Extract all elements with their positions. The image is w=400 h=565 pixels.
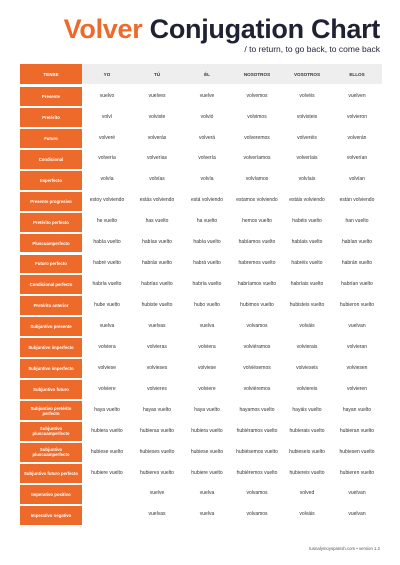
- conjugation-cell: volvimos: [247, 113, 267, 120]
- conjugation-cell: hubiste vuelto: [141, 302, 173, 309]
- conjugation-cell: volviera: [98, 343, 116, 350]
- conjugation-cell: hubiesen vuelto: [339, 448, 375, 455]
- tense-label: Condicional: [20, 150, 82, 169]
- tense-label: Subjuntivo futuro: [20, 380, 82, 399]
- tense-label: Pretérito perfecto: [20, 213, 82, 232]
- conjugation-cell: hayan vuelto: [342, 406, 372, 413]
- conjugation-cell: vuelvo: [99, 92, 115, 99]
- conjugation-cell: habríamos vuelto: [237, 281, 277, 288]
- conjugation-cell: vuelven: [348, 92, 366, 99]
- conjugation-cell: habré vuelto: [93, 260, 121, 267]
- conjugation-cell: has vuelto: [145, 218, 169, 225]
- table-row: [20, 129, 382, 148]
- conjugation-cell: habríais vuelto: [290, 281, 324, 288]
- conjugation-cell: habréis vuelto: [291, 260, 323, 267]
- table-row: [20, 422, 382, 441]
- conjugation-cell: estamos volviendo: [236, 197, 278, 204]
- conjugation-cell: volvieran: [346, 343, 367, 350]
- conjugation-cell: hubisteis vuelto: [289, 302, 325, 309]
- conjugation-cell: hubimos vuelto: [240, 302, 274, 309]
- conjugation-cell: vuelva: [199, 490, 215, 497]
- conjugation-cell: volved: [299, 490, 315, 497]
- table-row: [20, 338, 382, 357]
- conjugation-cell: volváis: [299, 511, 315, 518]
- conjugation-cell: estáis volviendo: [289, 197, 325, 204]
- conjugation-cell: han vuelto: [345, 218, 369, 225]
- conjugation-cell: hayas vuelto: [142, 406, 172, 413]
- conjugation-cell: haya vuelto: [194, 406, 220, 413]
- conjugation-cell: vuelvan: [348, 322, 366, 329]
- conjugation-cell: volvían: [349, 176, 365, 183]
- conjugation-cell: volviese: [97, 364, 117, 371]
- conjugation-cell: [82, 506, 132, 525]
- conjugation-cell: volvíais: [298, 176, 316, 183]
- page-subtitle: / to return, to go back, to come back: [244, 44, 380, 54]
- conjugation-cell: hubieron vuelto: [339, 302, 375, 309]
- conjugation-cell: volvemos: [246, 92, 268, 99]
- conjugation-cell: vuelva: [99, 322, 115, 329]
- conjugation-cell: volvamos: [246, 490, 268, 497]
- conjugation-cell: vuelvan: [348, 490, 366, 497]
- conjugation-cell: volviere: [98, 385, 116, 392]
- conjugation-cell: volvíamos: [245, 176, 269, 183]
- table-row: [20, 108, 382, 127]
- conjugation-cell: habrían vuelto: [341, 281, 373, 288]
- conjugation-cell: hubieses vuelto: [139, 448, 175, 455]
- conjugation-cell: volveréis: [297, 134, 317, 141]
- conjugation-cell: habíais vuelto: [291, 239, 323, 246]
- conjugation-cell: volviereis: [296, 385, 318, 392]
- table-row: [20, 380, 382, 399]
- conjugation-cell: habrán vuelto: [341, 260, 373, 267]
- conjugation-cell: volvía: [200, 176, 214, 183]
- conjugation-cell: vuelva: [199, 322, 215, 329]
- table-row: [20, 359, 382, 378]
- conjugation-cell: hubieren vuelto: [339, 469, 375, 476]
- conjugation-cell: volváis: [299, 322, 315, 329]
- conjugation-cell: volvería: [98, 155, 116, 162]
- conjugation-cell: vuelvas: [148, 511, 166, 518]
- conjugation-cell: volvisteis: [296, 113, 318, 120]
- table-row: [20, 464, 382, 483]
- conjugation-cell: hubieseis vuelto: [289, 448, 325, 455]
- conjugation-table: [20, 64, 382, 527]
- conjugation-cell: hubiere vuelto: [191, 469, 223, 476]
- tense-label: Futuro: [20, 129, 82, 148]
- header-tense: TENSE: [20, 64, 82, 84]
- tense-label: Subjuntivo pluscuamperfecto: [20, 422, 82, 441]
- conjugation-cell: habías vuelto: [142, 239, 172, 246]
- conjugation-cell: volvieseis: [296, 364, 318, 371]
- conjugation-cell: volverían: [346, 155, 368, 162]
- conjugation-cell: había vuelto: [193, 239, 221, 246]
- conjugation-cell: habrás vuelto: [141, 260, 173, 267]
- conjugation-cell: hubo vuelto: [194, 302, 220, 309]
- conjugation-cell: hubiese vuelto: [190, 448, 224, 455]
- header-el: ÉL: [204, 71, 210, 77]
- conjugation-cell: volviste: [148, 113, 166, 120]
- conjugation-cell: volvieras: [147, 343, 167, 350]
- conjugation-cell: vuelva: [199, 511, 215, 518]
- conjugation-cell: he vuelto: [96, 218, 118, 225]
- conjugation-cell: hubiere vuelto: [91, 469, 123, 476]
- table-row: [20, 296, 382, 315]
- header-tu: TÚ: [153, 71, 161, 77]
- conjugation-cell: volvierais: [296, 343, 318, 350]
- conjugation-cell: hayáis vuelto: [292, 406, 322, 413]
- conjugation-cell: vuelves: [148, 92, 166, 99]
- conjugation-cell: está volviendo: [191, 197, 223, 204]
- tense-label: Imperfecto: [20, 171, 82, 190]
- header-nosotros: NOSOTROS: [243, 71, 271, 77]
- tense-label: Presente progresivo: [20, 192, 82, 211]
- table-header-row: [20, 64, 382, 84]
- header-vosotros: VOSOTROS: [293, 71, 321, 77]
- tense-label: Presente: [20, 87, 82, 106]
- tense-label: Condicional perfecto: [20, 275, 82, 294]
- table-row: [20, 275, 382, 294]
- page-header: [0, 0, 400, 62]
- conjugation-cell: volvamos: [246, 511, 268, 518]
- table-row: [20, 192, 382, 211]
- table-row: [20, 87, 382, 106]
- conjugation-cell: volveríamos: [243, 155, 271, 162]
- tense-label: Subjuntivo pluscuamperfecto: [20, 443, 82, 462]
- footer-credit: tusnalymoyspanish.com • version 1.2: [309, 546, 380, 551]
- conjugation-cell: hube vuelto: [94, 302, 120, 309]
- conjugation-cell: volvieron: [346, 113, 367, 120]
- conjugation-cell: vuelvan: [348, 511, 366, 518]
- conjugation-cell: hubiese vuelto: [90, 448, 124, 455]
- tense-label: Futuro perfecto: [20, 255, 82, 274]
- conjugation-cell: volveré: [98, 134, 116, 141]
- conjugation-cell: haya vuelto: [94, 406, 120, 413]
- conjugation-cell: habría vuelto: [92, 281, 122, 288]
- title-verb: Volver: [63, 14, 143, 44]
- conjugation-cell: estás volviendo: [139, 197, 175, 204]
- table-row: [20, 443, 382, 462]
- conjugation-cell: volví: [101, 113, 113, 120]
- conjugation-cell: habrá vuelto: [193, 260, 221, 267]
- table-row: [20, 401, 382, 420]
- tense-label: Subjuntivo pretérito perfecto: [20, 401, 82, 420]
- conjugation-cell: hubierais vuelto: [289, 427, 325, 434]
- conjugation-cell: ha vuelto: [196, 218, 218, 225]
- conjugation-cell: vuelve: [149, 490, 165, 497]
- conjugation-cell: estoy volviendo: [89, 197, 125, 204]
- conjugation-cell: hubieres vuelto: [140, 469, 174, 476]
- conjugation-cell: volviese: [197, 364, 217, 371]
- table-row: [20, 485, 382, 504]
- conjugation-cell: volviere: [198, 385, 216, 392]
- tense-label: Pretérito anterior: [20, 296, 82, 315]
- tense-label: Subjuntivo futuro perfecto: [20, 464, 82, 483]
- conjugation-cell: volvieren: [346, 385, 367, 392]
- tense-label: Subjuntivo imperfecto: [20, 338, 82, 357]
- conjugation-cell: volvieres: [147, 385, 167, 392]
- conjugation-cell: volvió: [200, 113, 214, 120]
- conjugation-cell: están volviendo: [339, 197, 375, 204]
- conjugation-cell: volviera: [198, 343, 216, 350]
- table-row: [20, 234, 382, 253]
- page-title: [64, 14, 380, 44]
- conjugation-cell: hayamos vuelto: [239, 406, 275, 413]
- tense-label: Pretérito: [20, 108, 82, 127]
- table-row: [20, 171, 382, 190]
- header-yo: YO: [103, 71, 111, 77]
- conjugation-cell: volveríais: [296, 155, 318, 162]
- tense-label: Pluscuamperfecto: [20, 234, 82, 253]
- conjugation-cell: [82, 485, 132, 504]
- conjugation-cell: habrías vuelto: [141, 281, 173, 288]
- conjugation-cell: volvería: [198, 155, 216, 162]
- conjugation-cell: volvía: [100, 176, 114, 183]
- header-ellos: ELLOS: [349, 71, 365, 77]
- table-row: [20, 317, 382, 336]
- conjugation-cell: vuelvas: [148, 322, 166, 329]
- tense-label: Imperativo positivo: [20, 485, 82, 504]
- conjugation-cell: habían vuelto: [341, 239, 373, 246]
- conjugation-cell: habremos vuelto: [238, 260, 276, 267]
- conjugation-cell: volverías: [146, 155, 167, 162]
- tense-label: Subjuntivo imperfecto: [20, 359, 82, 378]
- conjugation-cell: volvieses: [146, 364, 168, 371]
- tense-label: Imperativo negativo: [20, 506, 82, 525]
- conjugation-cell: hubiereis vuelto: [289, 469, 325, 476]
- conjugation-cell: hubiéramos vuelto: [236, 427, 278, 434]
- conjugation-cell: había vuelto: [93, 239, 121, 246]
- table-row: [20, 255, 382, 274]
- conjugation-cell: volvéis: [299, 92, 315, 99]
- tense-label: Subjuntivo presente: [20, 317, 82, 336]
- conjugation-cell: hubiera vuelto: [91, 427, 123, 434]
- table-body: [20, 87, 382, 525]
- conjugation-cell: hubiera vuelto: [191, 427, 223, 434]
- conjugation-cell: hubieras vuelto: [140, 427, 174, 434]
- table-row: [20, 506, 382, 525]
- table-row: [20, 213, 382, 232]
- conjugation-cell: volvamos: [246, 322, 268, 329]
- conjugation-cell: volveremos: [244, 134, 270, 141]
- conjugation-cell: habíamos vuelto: [238, 239, 276, 246]
- conjugation-cell: volverá: [198, 134, 216, 141]
- conjugation-cell: habéis vuelto: [292, 218, 322, 225]
- conjugation-cell: volvías: [149, 176, 165, 183]
- conjugation-cell: habría vuelto: [192, 281, 222, 288]
- conjugation-cell: hubiésemos vuelto: [236, 448, 278, 455]
- table-row: [20, 150, 382, 169]
- conjugation-cell: volviéremos: [243, 385, 271, 392]
- conjugation-cell: volverás: [147, 134, 167, 141]
- conjugation-cell: hubieran vuelto: [339, 427, 375, 434]
- conjugation-cell: volverán: [347, 134, 367, 141]
- conjugation-cell: hemos vuelto: [242, 218, 272, 225]
- conjugation-cell: volviesen: [346, 364, 368, 371]
- title-rest: Conjugation Chart: [142, 14, 380, 44]
- conjugation-cell: vuelve: [199, 92, 215, 99]
- conjugation-cell: volviésemos: [243, 364, 271, 371]
- conjugation-cell: hubiéremos vuelto: [236, 469, 278, 476]
- conjugation-cell: volviéramos: [243, 343, 271, 350]
